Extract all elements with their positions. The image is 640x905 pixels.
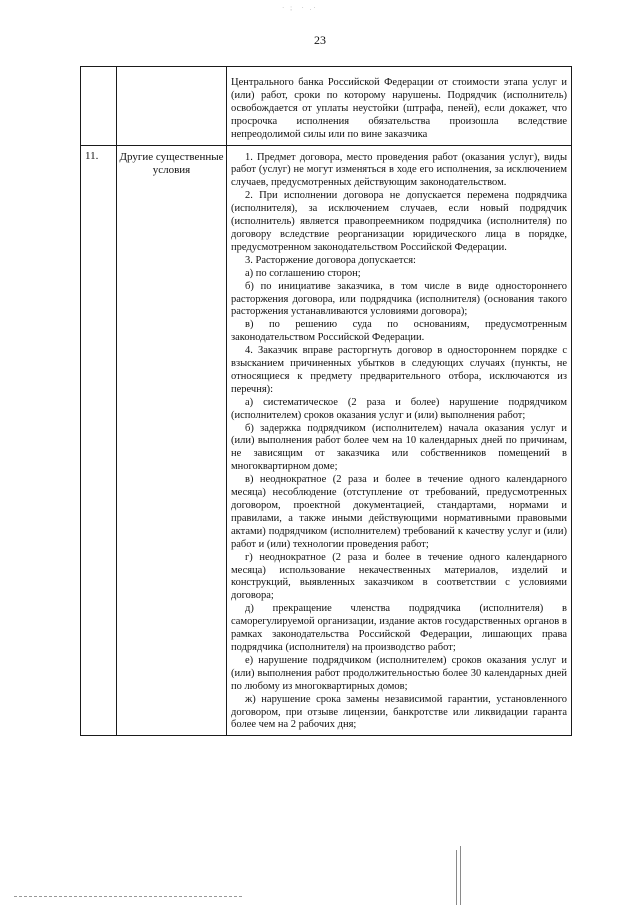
paragraph: ж) нарушение срока замены независимой гарантии, установленного договором, при отзыве лицензии, банкротстве или ликвидации гаранта более чем на 2 рабочих дня; — [231, 693, 567, 731]
row-number-cell — [81, 67, 117, 146]
scan-edge-line — [460, 846, 461, 905]
paragraph: б) задержка подрядчиком (исполнителем) начала оказания услуг и (или) выполнения работ более чем на 10 календарных дней по причинам, не зависящим от заказчика или собственников помещений в многоквартирном доме; — [231, 422, 567, 473]
scan-edge-line — [14, 896, 244, 897]
row-name-cell — [117, 67, 227, 146]
paragraph: г) неоднократное (2 раза и более в течение одного календарного месяца) использование некачественных материалов, изделий и конструкций, выявленных заказчиком в соответствии с условиями договора; — [231, 551, 567, 602]
conditions-table — [80, 66, 572, 736]
paragraph: б) по инициативе заказчика, в том числе в виде одностороннего расторжения договора, или подрядчика (исполнителя) (основания такого расторжения устанавливаются условиями договора); — [231, 280, 567, 318]
paragraph: е) нарушение подрядчиком (исполнителем) сроков оказания услуг и (или) выполнения работ продолжительностью более 30 календарных дней по любому из многоквартирных домов; — [231, 654, 567, 692]
table-row — [81, 67, 572, 146]
paragraph: а) по соглашению сторон; — [245, 267, 361, 279]
paragraph: 2. При исполнении договора не допускается перемена подрядчика (исполнителя), за исключением случаев, если новый подрядчик (исполнитель) является правопреемником подрядчика (исполнителя) по договору вследствие реорганизации юридического лица в порядке, предусмотренном законодательством Российской Федерации. — [231, 190, 567, 253]
paragraph: 1. Предмет договора, место проведения работ (оказания услуг), виды работ (услуг) не могут изменяться в ходе его исполнения, за исключением случаев, предусмотренных действующим законодательством. — [231, 151, 567, 189]
row-content-cell — [227, 145, 572, 736]
scan-artifact: · ; · .· — [282, 4, 318, 12]
paragraph: Центрального банка Российской Федерации от стоимости этапа услуг и (или) работ, сроки по которому нарушены. Подрядчик (исполнитель) освобождается от уплаты неустойки (штрафа, пеней), если докажет, что просрочка исполнения обязательства произошла вследствие непреодолимой силы или по вине заказчика — [231, 77, 567, 140]
row-content-cell — [227, 67, 572, 146]
paragraph: а) систематическое (2 раза и более) нарушение подрядчиком (исполнителем) сроков оказания услуг и (или) выполнения работ; — [231, 396, 567, 421]
scan-edge-line — [456, 850, 457, 905]
paragraph: д) прекращение членства подрядчика (исполнителя) в саморегулируемой организации, издание актов государственных органов в рамках законодательства Российской Федерации, лишающих права подрядчика (исполнителя) на производство работ; — [231, 603, 567, 653]
paragraph: в) неоднократное (2 раза и более в течение одного календарного месяца) несоблюдение (отступление от требований, предусмотренных договором, проектной документацией, стандартами, нормами и правилами, а также иными действующими нормативными правовыми актами) подрядчиком (исполнителем) требований к качеству услуг и (или) работ и (или) технологии проведения работ; — [231, 474, 567, 550]
row-number-cell: 11. — [81, 145, 117, 736]
paragraph: 4. Заказчик вправе расторгнуть договор в одностороннем порядке с взысканием причиненных убытков в следующих случаях (пункты, не относящиеся к предмету предварительного отбора, исключаются из перечня): — [231, 345, 567, 395]
table-row — [81, 145, 572, 736]
paragraph: в) по решению суда по основаниям, предусмотренным законодательством Российской Федерации. — [231, 319, 567, 344]
page-number: 23 — [314, 33, 326, 47]
row-name-cell: Другие существенные условия — [117, 145, 227, 736]
paragraph: 3. Расторжение договора допускается: — [245, 254, 416, 266]
